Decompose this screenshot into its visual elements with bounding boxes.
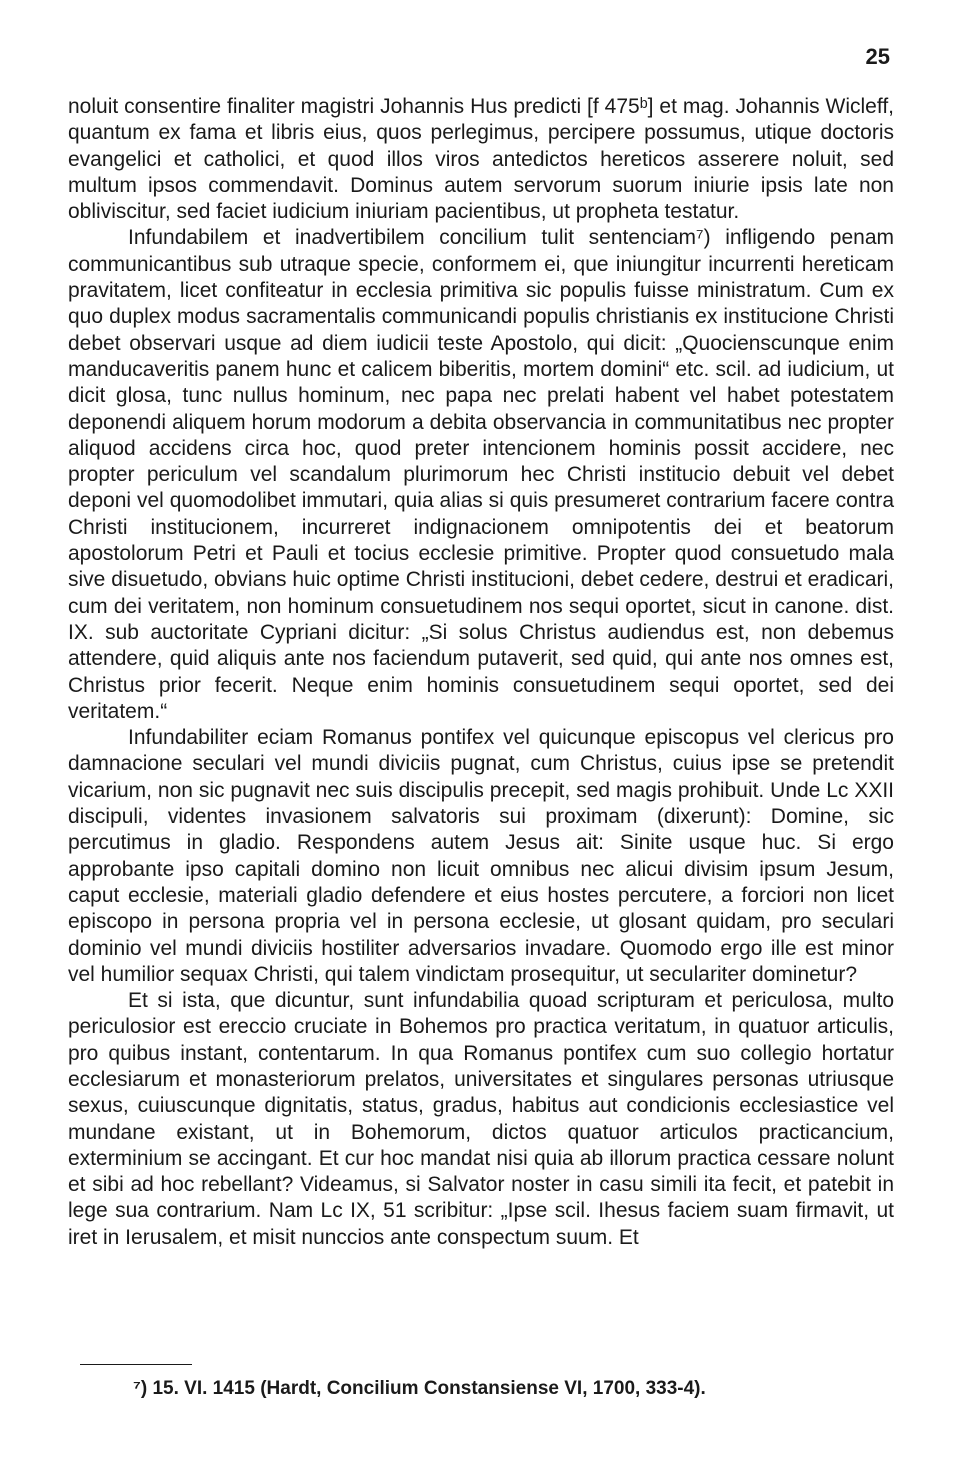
paragraph-4: Et si ista, que dicuntur, sunt infundabilia quoad scripturam et periculosa, multo periculosior est ereccio cruciate in Bohemos pro practica veritatum, in quatuor articulis, pro quibus instant, contentarum. In qua Romanus pontifex cum suo collegio hortatur ecclesiarum et monasteriorum prelatos, universitates et singulares personas utriusque sexus, cuiuscunque dignitatis, status, gradus, habitus aut condicionis ecclesiastice vel mundane existant, ut in Bohemorum, dictos quatuor articulos practicancium, exterminium se accingant. Et cur hoc mandat nisi quia ab illorum practica cessare nolunt et sibi ad hoc rebellant? Videamus, si Salvator noster in casu simili ita fecit, et patebit in lege sua contrarium. Nam Lc IX, 51 scribitur: „Ipse scil. Ihesus faciem suam firmavit, ut iret in Ierusalem, et misit nunccios ante conspectum suum. Et xyxy=(68,989,894,1249)
paragraph-2: Infundabilem et inadvertibilem concilium tulit sentenciam⁷) infligendo penam communicantibus sub utraque specie, conformem ei, que iniungitur incurrenti hereticam pravitatem, licet confiteatur in ecclesia primitiva sic populis fuisse ministratum. Cum ex quo duplex modus sacramentalis communicandi populis christianis ex institucione Christi debet observari usque ad diem iudicii teste Apostolo, qui dicit: „Quocienscunque enim manducaveritis panem hunc et calicem biberitis, mortem domini“ etc. scil. ad iudicium, ut dicit glosa, tunc nullus hominum, nec papa nec prelati habent vel habet potestatem deponendi aliquem horum modorum a debita observancia in communitatibus nec propter aliquod accidens circa hoc, quod preter intencionem hominis possit accidere, nec propter periculum vel scandalum plurimorum hec Christi institucio debuit vel debet deponi vel quomodolibet immutari, quia alias si quis presumeret contrarium facere contra Christi institucionem, incurreret indignacionem omnipotentis dei et beatorum apostolorum Petri et Pauli et tocius ecclesie primitive. Propter quod consuetudo mala sive disuetudo, obvians huic optime Christi institucioni, debet cedere, destrui et eradicari, cum dei veritatem, non hominum consuetudinem nos sequi oportet, sicut in canone. dist. IX. sub auctoritate Cypriani dicitur: „Si solus Christus audiendus est, non debemus attendere, quid aliquis ante nos faciendum putaverit, sed quid, qui ante nos omnes est, Christus prior fecerit. Neque enim hominis consuetudinem sequi oportet, sed dei veritatem.“ xyxy=(68,226,894,723)
footnote-mark: ⁷) xyxy=(133,1378,148,1399)
paragraph-3: Infundabiliter eciam Romanus pontifex vel quicunque episcopus vel clericus pro damnacione seculari vel mundi diviciis pugnat, cum Christus, cuius ipse se pretendit vicarium, non sic pugnavit nec suis discipulis precepit, sed magis prohibuit. Unde Lc XXII discipuli, videntes invasionem salvatoris sui proximam (dixerunt): Domine, sic percutimus in gladio. Respondens autem Jesus ait: Sinite usque huc. Si ergo approbante ipso capitali domino non licuit omnibus nec alicui divisim ipsum Jesum, caput ecclesie, materiali gladio defendere et eius hostes percutere, a forciori non licet episcopo in persona propria vel in persona ecclesie, ut glosant quidam, pro seculari dominio vel mundi diviciis hostiliter adversarios invadare. Quomodo ergo ille est minor vel humilior sequax Christi, qui talem vindictam prosequitur, ut seculariter dominetur? xyxy=(68,726,894,986)
footnote-text: 15. VI. 1415 (Hardt, Concilium Constansiense VI, 1700, 333-4). xyxy=(152,1378,706,1399)
footnote-divider xyxy=(80,1364,192,1365)
paragraph-1: noluit consentire finaliter magistri Johannis Hus predicti [f 475ᵇ] et mag. Johannis Wicleff, quantum ex fama et libris eius, quos perlegimus, percipere possumus, utique doctoris evangelici et catholici, et quod illos viros antedictos hereticos asserere noluit, sed multum ipsos commendavit. Dominus autem servorum suorum iniurie ipsis late non obliviscitur, sed faciet iudicium iniuriam pacientibus, ut propheta testatur. xyxy=(68,95,894,224)
page-number: 25 xyxy=(865,44,890,69)
footnote xyxy=(133,1378,706,1400)
body-text xyxy=(68,94,894,1251)
